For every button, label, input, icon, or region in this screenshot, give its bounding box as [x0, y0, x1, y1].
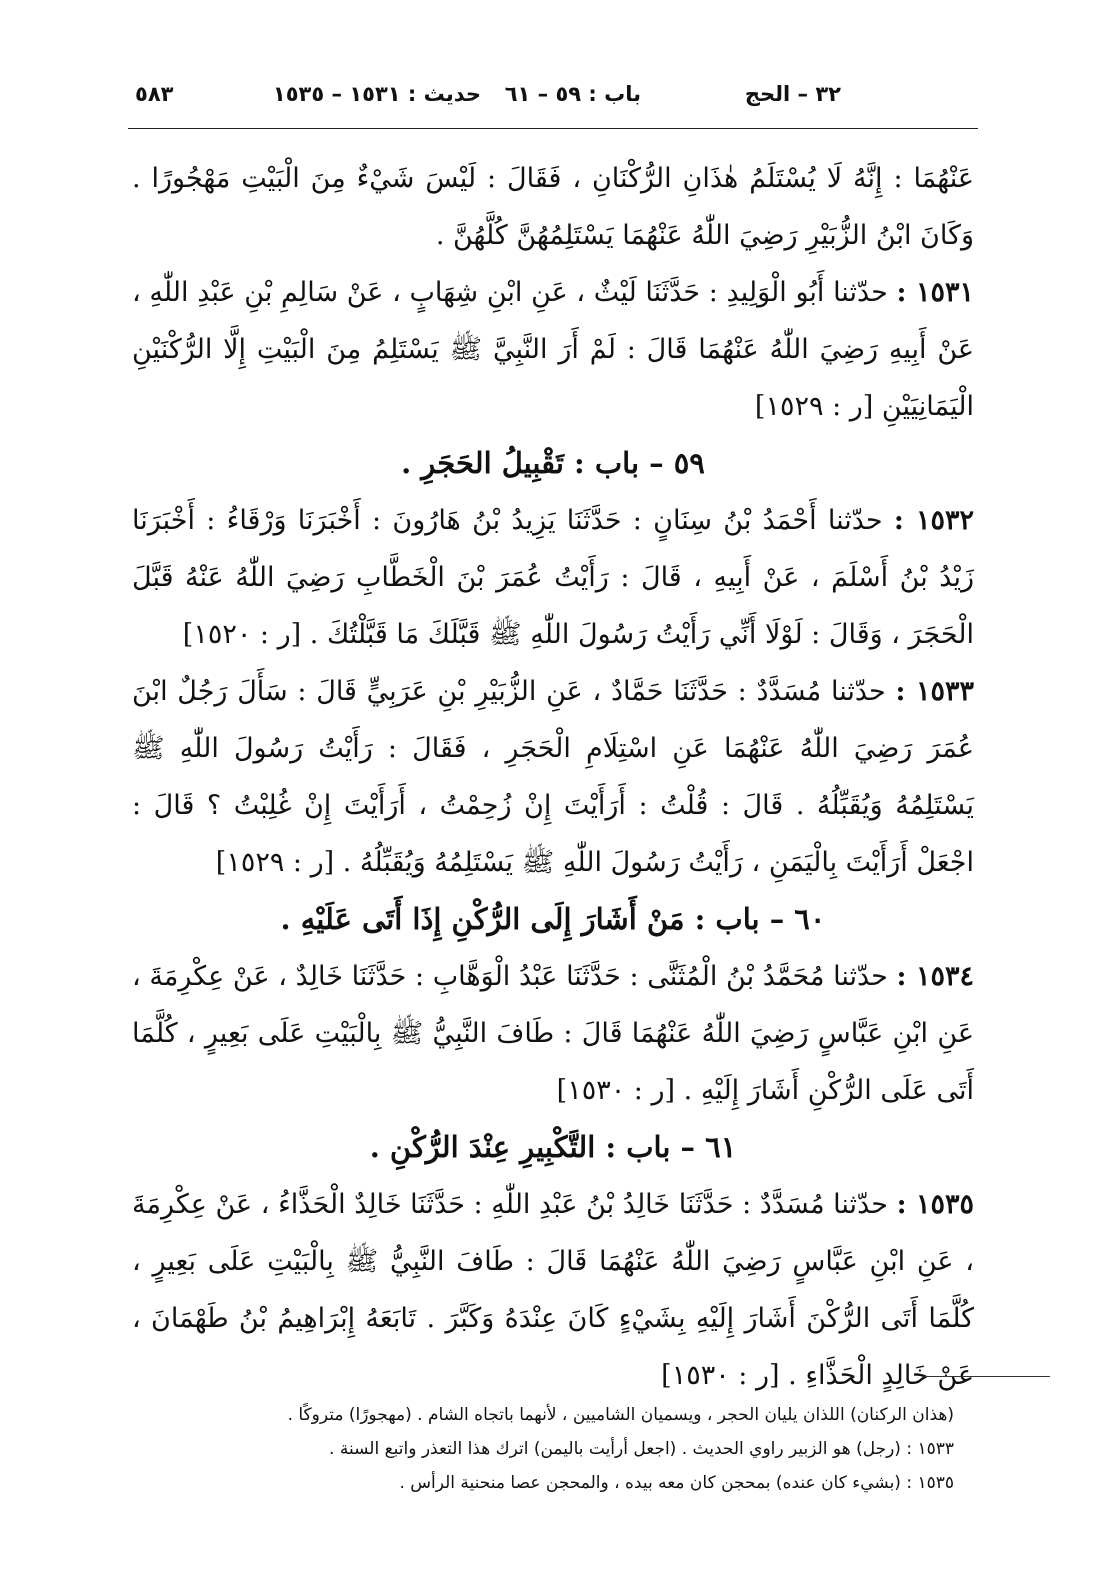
hadith-number: ١٥٣٢ :	[893, 505, 974, 536]
cross-reference: [ر : ١٥٢٠]	[182, 619, 302, 650]
footnote-divider	[922, 1376, 1050, 1377]
cross-reference: [ر : ١٥٣٠]	[556, 1075, 676, 1106]
hadith-1532	[132, 492, 974, 663]
bab-59-heading: ٥٩ – باب : تَقْبِيلُ الحَجَرِ .	[401, 446, 705, 480]
hadith-number: ١٥٣١ :	[896, 277, 974, 308]
hadith-range: حديث : ١٥٣١ – ١٥٣٥	[272, 82, 481, 106]
hadith-1531	[132, 264, 974, 435]
running-header	[125, 82, 981, 122]
hadith-number: ١٥٣٤ :	[896, 961, 974, 992]
hadith-1535	[132, 1176, 974, 1404]
hadith-1534	[132, 948, 974, 1119]
footnotes	[150, 1398, 954, 1500]
cross-reference: [ر : ١٥٢٩]	[754, 391, 874, 422]
hadith-number: ١٥٣٣ :	[895, 676, 974, 707]
footnote: ١٥٣٥ : (بشيء كان عنده) بمحجن كان معه بيده ، والمحجن عصا منحنية الرأس .	[399, 1473, 954, 1493]
chapter-title: ٣٢ – الحج	[744, 82, 841, 106]
hadith-text: حدّثنا مُحَمَّدُ بْنُ الْمُثَنَّى : حَدَّثَنَا عَبْدُ الْوَهَّابِ : حَدَّثَنَا خَالِدٌ ، عَنْ عِكْرِمَةَ ، عَنِ ابْنِ عَبَّاسٍ رَضِيَ اللّٰهُ عَنْهُمَا قَالَ : طَافَ النَّبِيُّ ﷺ بِالْبَيْتِ عَلَى بَعِيرٍ ، كُلَّمَا أَتَى عَلَى الرُّكْنِ أَشَارَ إِلَيْهِ .	[132, 961, 975, 1106]
bab-range: باب : ٥٩ – ٦١	[504, 82, 641, 106]
cross-reference: [ر : ١٥٢٩]	[215, 847, 335, 878]
bab-61-heading: ٦١ – باب : التَّكْبِيرِ عِنْدَ الرُّكْنِ .	[369, 1130, 737, 1164]
header-divider	[128, 128, 978, 129]
hadith-text: حدّثنا مُسَدَّدٌ : حَدَّثَنَا خَالِدُ بْنُ عَبْدِ اللّٰهِ : حَدَّثَنَا خَالِدٌ الْحَذَّاءُ ، عَنْ عِكْرِمَةَ ، عَنِ ابْنِ عَبَّاسٍ رَضِيَ اللّٰهُ عَنْهُمَا قَالَ : طَافَ النَّبِيُّ ﷺ بِالْبَيْتِ عَلَى بَعِيرٍ ، كُلَّمَا أَتَى الرُّكْنَ أَشَارَ إِلَيْهِ بِشَيْءٍ كَانَ عِنْدَهُ وَكَبَّرَ . تَابَعَهُ إِبْرَاهِيمُ بْنُ طَهْمَانَ ، عَنْ خَالِدٍ الْحَذَّاءِ .	[132, 1189, 974, 1391]
main-text	[132, 150, 974, 1404]
hadith-1533	[132, 663, 974, 891]
footnote: ١٥٣٣ : (رجل) هو الزبير راوي الحديث . (اجعل أرأيت باليمن) اترك هذا التعذر واتبع السنة .	[329, 1439, 954, 1459]
hadith-text: حدّثنا أَبُو الْوَلِيدِ : حَدَّثَنَا لَيْثٌ ، عَنِ ابْنِ شِهَابٍ ، عَنْ سَالِمِ بْنِ عَبْدِ اللّٰهِ ، عَنْ أَبِيهِ رَضِيَ اللّٰهُ عَنْهُمَا قَالَ : لَمْ أَرَ النَّبِيَّ ﷺ يَسْتَلِمُ مِنَ الْبَيْتِ إِلَّا الرُّكْنَيْنِ الْيَمَانِيَيْنِ	[132, 277, 974, 422]
bab-60-heading: ٦٠ – باب : مَنْ أَشَارَ إِلَى الرُّكْنِ إِذَا أَتَى عَلَيْهِ .	[280, 902, 826, 936]
hadith-number: ١٥٣٥ :	[896, 1189, 974, 1220]
cross-reference: [ر : ١٥٣٠]	[661, 1360, 780, 1391]
hadith-text: حدّثنا أَحْمَدُ بْنُ سِنَانٍ : حَدَّثَنَا يَزِيدُ بْنُ هَارُونَ : أَخْبَرَنَا وَرْقَاءُ : أَخْبَرَنَا زَيْدُ بْنُ أَسْلَمَ ، عَنْ أَبِيهِ ، قَالَ : رَأَيْتُ عُمَرَ بْنَ الْخَطَّابِ رَضِيَ اللّٰهُ عَنْهُ قَبَّلَ الْحَجَرَ ، وَقَالَ : لَوْلَا أَنِّي رَأَيْتُ رَسُولَ اللّٰهِ ﷺ قَبَّلَكَ مَا قَبَّلْتُكَ .	[132, 505, 974, 650]
footnote: (هذان الركنان) اللذان يليان الحجر ، ويسميان الشاميين ، لأنهما باتجاه الشام . (مهجورًا) متروكًا .	[287, 1405, 954, 1425]
hadith-text: حدّثنا مُسَدَّدٌ : حَدَّثَنَا حَمَّادٌ ، عَنِ الزُّبَيْرِ بْنِ عَرَبِيٍّ قَالَ : سَأَلَ رَجُلٌ ابْنَ عُمَرَ رَضِيَ اللّٰهُ عَنْهُمَا عَنِ اسْتِلَامِ الْحَجَرِ ، فَقَالَ : رَأَيْتُ رَسُولَ اللّٰهِ ﷺ يَسْتَلِمُهُ وَيُقَبِّلُهُ . قَالَ : قُلْتُ : أَرَأَيْتَ إِنْ زُحِمْتُ ، أَرَأَيْتَ إِنْ غُلِبْتُ ؟ قَالَ : اجْعَلْ أَرَأَيْتَ بِالْيَمَنِ ، رَأَيْتُ رَسُولَ اللّٰهِ ﷺ يَسْتَلِمُهُ وَيُقَبِّلُهُ .	[132, 676, 974, 878]
continuation-text: عَنْهُمَا : إِنَّهُ لَا يُسْتَلَمُ هٰذَانِ الرُّكْنَانِ ، فَقَالَ : لَيْسَ شَيْءٌ مِنَ الْبَيْتِ مَهْجُورًا . وَكَانَ ابْنُ الزُّبَيْرِ رَضِيَ اللّٰهُ عَنْهُمَا يَسْتَلِمُهُنَّ كُلَّهُنَّ .	[132, 163, 974, 251]
page-number: ٥٨٣	[135, 82, 174, 106]
